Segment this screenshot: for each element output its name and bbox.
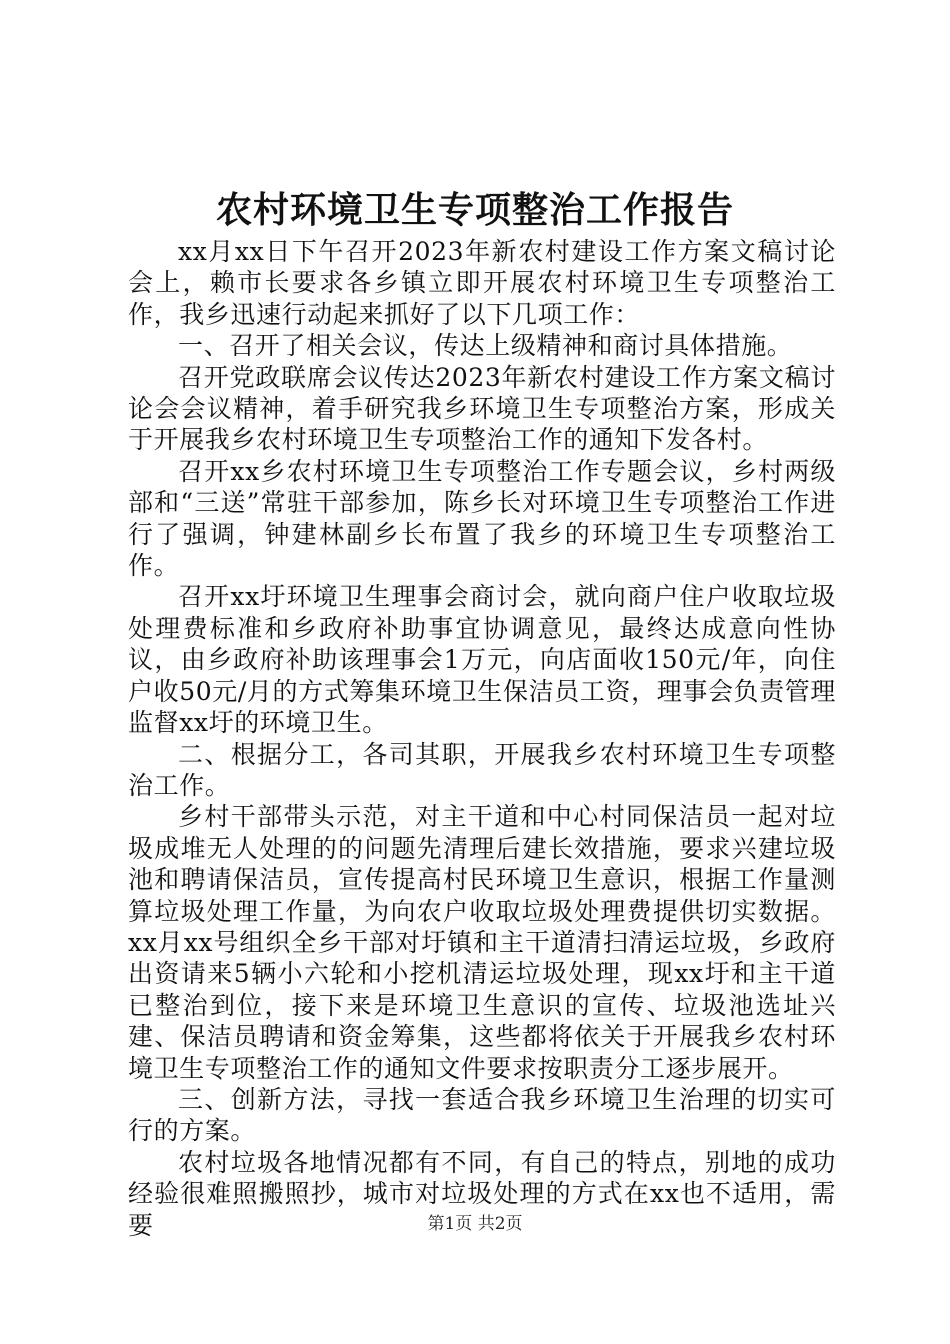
paragraph: 召开xx圩环境卫生理事会商讨会，就向商户住户收取垃圾处理费标准和乡政府补助事宜协调意见，最终达成意向性协议，由乡政府补助该理事会1万元，向店面收150元/年，向住户收50元/月的方式筹集环境卫生保洁员工资，理事会负责管理监督xx圩的环境卫生。 bbox=[128, 582, 836, 738]
paragraph: 召开党政联席会议传达2023年新农村建设工作方案文稿讨论会会议精神，着手研究我乡环境卫生专项整治方案，形成关于开展我乡农村环境卫生专项整治工作的通知下发各村。 bbox=[128, 362, 836, 455]
section-heading: 二、根据分工，各司其职，开展我乡农村环境卫生专项整治工作。 bbox=[128, 739, 836, 800]
paragraph: 乡村干部带头示范，对主干道和中心村同保洁员一起对垃圾成堆无人处理的的问题先清理后建长效措施，要求兴建垃圾池和聘请保洁员，宣传提高村民环境卫生意识，根据工作量测算垃圾处理工作量，为向农户收取垃圾处理费提供切实数据。xx月xx号组织全乡干部对圩镇和主干道清扫清运垃圾，乡政府出资请来5辆小六轮和小挖机清运垃圾处理，现xx圩和主干道已整治到位，接下来是环境卫生意识的宣传、垃圾池选址兴建、保洁员聘请和资金筹集，这些都将依关于开展我乡农村环境卫生专项整治工作的通知文件要求按职责分工逐步展开。 bbox=[128, 802, 836, 1083]
document-title: 农村环境卫生专项整治工作报告 bbox=[215, 189, 734, 231]
section-heading: 一、召开了相关会议，传达上级精神和商讨具体措施。 bbox=[178, 331, 793, 361]
document-body bbox=[128, 236, 836, 1241]
paragraph: 召开xx乡农村环境卫生专项整治工作专题会议，乡村两级部和“三送”常驻干部参加，陈乡长对环境卫生专项整治工作进行了强调，钟建林副乡长布置了我乡的环境卫生专项整治工作。 bbox=[128, 456, 836, 581]
paragraph: xx月xx日下午召开2023年新农村建设工作方案文稿讨论会上，赖市长要求各乡镇立即开展农村环境卫生专项整治工作，我乡迅速行动起来抓好了以下几项工作： bbox=[128, 237, 836, 329]
paragraph: 农村垃圾各地情况都有不同，有自己的特点，别地的成功经验很难照搬照抄，城市对垃圾处理的方式在xx也不适用，需要 bbox=[128, 1147, 836, 1240]
page-number-footer: 第1页 共2页 bbox=[427, 1214, 523, 1234]
section-heading: 三、创新方法，寻找一套适合我乡环境卫生治理的切实可行的方案。 bbox=[128, 1084, 836, 1146]
